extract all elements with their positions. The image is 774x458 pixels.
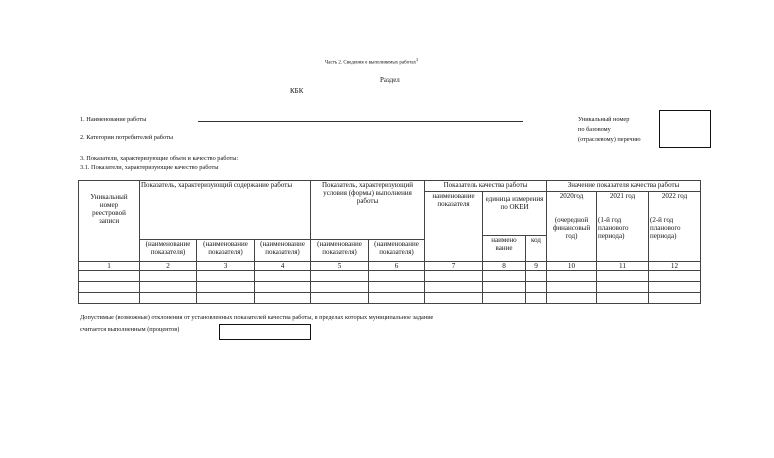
table-cell[interactable] [311,293,369,304]
column-number: 6 [369,262,425,271]
deviation-label-1: Допустимые (возможные) отклонения от установленных показателей качества работы, в пределах которых муниципальное задание [80,314,434,321]
part-title-text: Часть 2. Сведения о выполняемых работах [325,60,417,66]
header-year-1-sub: (очередной финансовый год) [552,216,591,240]
header-year-2 [597,192,649,262]
table-cell[interactable] [526,282,547,293]
table-row[interactable] [79,293,701,304]
column-number: 1 [79,262,140,271]
table-cell[interactable] [547,282,597,293]
header-condition-name-2: (наименование показателя) [369,240,425,262]
table-cell[interactable] [140,282,197,293]
indicators-label: 3. Показатели, характеризующие объем и качество работы: [80,155,239,162]
table-cell[interactable] [597,271,649,282]
header-content-name-3: (наименование показателя) [255,240,311,262]
header-year-2-label: 2021 год [609,192,636,200]
section-label: Раздел [380,76,400,84]
column-number: 8 [483,262,526,271]
table-cell[interactable] [526,293,547,304]
table-cell[interactable] [425,282,483,293]
column-number: 4 [255,262,311,271]
table-cell[interactable] [547,271,597,282]
header-year-1 [547,192,597,262]
header-year-3-sub: (2-й год планового периода) [650,216,681,240]
part-title [325,57,418,66]
header-content-name-2: (наименование показателя) [197,240,255,262]
header-indicator-name: наименование показателя [425,192,483,262]
header-quality-indicator: Показатель качества работы [425,181,547,192]
table-cell[interactable] [369,293,425,304]
table-cell[interactable] [140,271,197,282]
header-year-3-label: 2022 год [661,192,688,200]
header-unique-record [79,181,140,262]
table-cell[interactable] [79,293,140,304]
table-cell[interactable] [255,293,311,304]
table-cell[interactable] [197,293,255,304]
header-year-3 [649,192,701,262]
header-unit-code: код [526,236,547,262]
table-cell[interactable] [649,282,701,293]
table-cell[interactable] [255,271,311,282]
table-row[interactable] [79,271,701,282]
unique-number-label-3: (отраслевому) перечню [578,136,641,143]
table-cell[interactable] [197,271,255,282]
header-unique-record-4: записи [98,217,120,225]
unique-number-label-2: по базовому [578,126,611,133]
table-cell[interactable] [79,271,140,282]
quality-indicators-table [78,180,701,304]
work-name-field[interactable] [198,121,523,122]
table-cell[interactable] [311,282,369,293]
header-indicator-value: Значение показателя качества работы [547,181,701,192]
header-condition-name-1: (наименование показателя) [311,240,369,262]
table-cell[interactable] [425,271,483,282]
table-cell[interactable] [547,293,597,304]
column-number: 9 [526,262,547,271]
unique-number-box[interactable] [659,110,711,148]
table-cell[interactable] [649,271,701,282]
deviation-label-2: считается выполненным (процентов) [80,326,180,333]
column-number: 7 [425,262,483,271]
column-number: 5 [311,262,369,271]
table-cell[interactable] [483,271,526,282]
header-unique-record-1: Уникальный [90,193,128,201]
table-cell[interactable] [483,293,526,304]
header-year-1-label: 2020год [559,192,584,200]
table-cell[interactable] [597,282,649,293]
table-cell[interactable] [483,282,526,293]
deviation-input[interactable] [219,324,311,340]
column-number: 2 [140,262,197,271]
table-cell[interactable] [311,271,369,282]
header-content-name-1: (наименование показателя) [140,240,197,262]
column-numbers-row [79,262,701,271]
column-number: 12 [649,262,701,271]
unique-number-label-1: Уникальный номер [578,116,630,123]
part-title-footnote: 3 [416,57,419,62]
table-cell[interactable] [597,293,649,304]
header-year-2-sub: (1-й год планового периода) [598,216,629,240]
table-cell[interactable] [526,271,547,282]
header-unique-record-2: номер [99,201,119,209]
table-cell[interactable] [369,271,425,282]
table-cell[interactable] [649,293,701,304]
column-number: 11 [597,262,649,271]
table-cell[interactable] [255,282,311,293]
work-name-label: 1. Наименование работы [80,116,147,123]
header-unique-record-3: реестровой [92,209,126,217]
kbk-label: КБК [290,87,304,95]
header-condition-indicator: Показатель, характеризующий условия (формы) выполнения работы [311,181,425,240]
table-cell[interactable] [197,282,255,293]
table-row[interactable] [79,282,701,293]
column-number: 10 [547,262,597,271]
table-cell[interactable] [140,293,197,304]
consumers-label: 2. Категории потребителей работы [80,134,174,141]
table-cell[interactable] [425,293,483,304]
header-unit-okei: единица измерения по ОКЕИ [483,192,547,236]
table-cell[interactable] [369,282,425,293]
column-number: 3 [197,262,255,271]
quality-label: 3.1. Показатели, характеризующие качество работы [80,164,219,171]
table-cell[interactable] [79,282,140,293]
header-content-indicator: Показатель, характеризующий содержание работы [140,181,311,240]
header-unit-name: наимено вание [483,236,526,262]
